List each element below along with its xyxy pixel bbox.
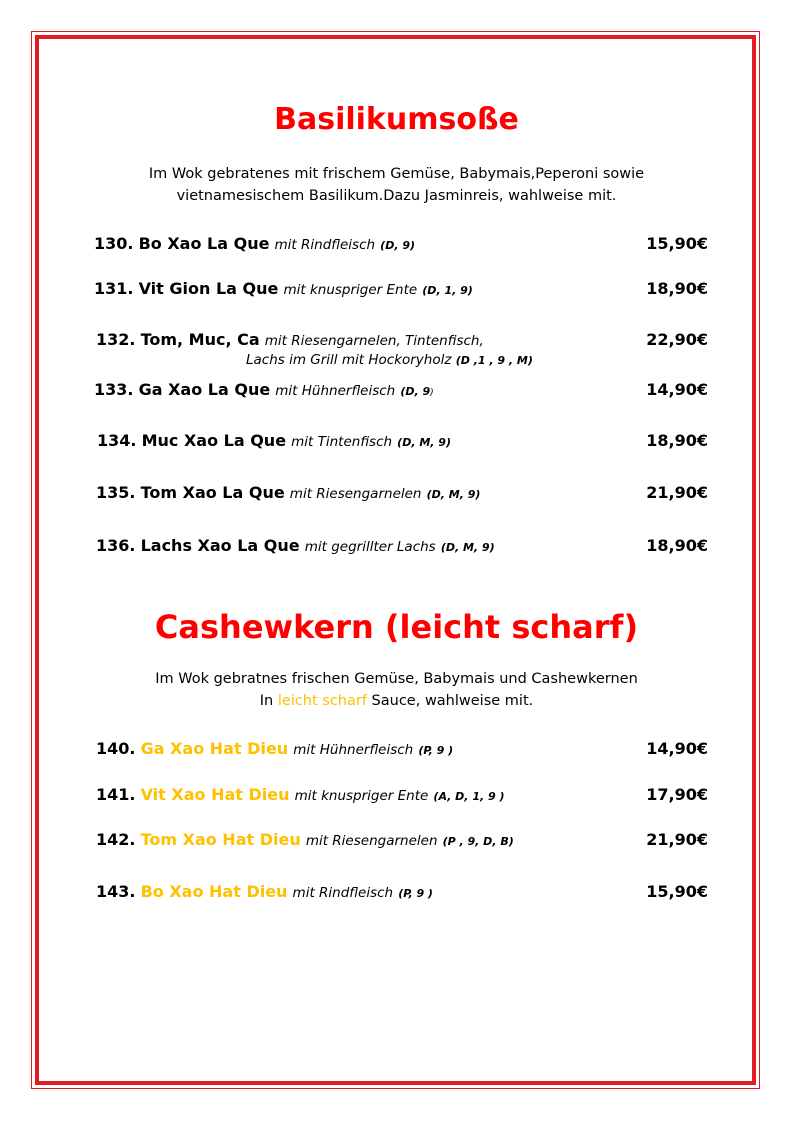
menu-item-134	[0, 430, 793, 456]
item-number: 131.	[94, 279, 134, 298]
item-description: mit Hühnerfleisch	[275, 383, 396, 399]
item-allergens: (P, 9 )	[418, 744, 454, 757]
item-description: mit Tintenfisch	[291, 434, 393, 450]
item-price: 18,90€	[646, 536, 708, 555]
menu-item-140	[0, 738, 793, 764]
section-description-line	[0, 690, 793, 712]
menu-item-143	[0, 881, 793, 907]
section-description-line: Im Wok gebratenes mit frischem Gemüse, Babymais,Peperoni sowie	[148, 166, 645, 182]
item-name: Ga Xao Hat Dieu	[140, 739, 289, 758]
item-name: Vit Gion La Que	[138, 279, 279, 298]
item-allergens: (P , 9, D, B)	[442, 835, 514, 848]
item-description: mit Rindfleisch	[292, 885, 394, 901]
item-allergens: (D, M, 9)	[397, 436, 451, 449]
description-text: Sauce, wahlweise mit.	[366, 693, 534, 709]
item-name: Bo Xao La Que	[138, 234, 270, 253]
section-description-line: Im Wok gebratnes frischen Gemüse, Babymais und Cashewkernen	[155, 671, 638, 687]
item-price: 15,90€	[646, 882, 708, 901]
item-description: mit Riesengarnelen, Tintenfisch,	[264, 333, 484, 349]
description-highlight: leicht scharf	[277, 693, 367, 709]
menu-item-141	[0, 784, 793, 810]
item-description-continuation	[246, 351, 533, 370]
item-allergens-tail: )	[430, 388, 434, 398]
item-allergens: (D, 9	[400, 385, 431, 398]
item-name: Bo Xao Hat Dieu	[140, 882, 288, 901]
item-price: 17,90€	[646, 785, 708, 804]
item-description: mit knuspriger Ente	[283, 282, 418, 298]
item-description: mit Hühnerfleisch	[293, 742, 414, 758]
item-price: 22,90€	[646, 330, 708, 349]
item-number: 140.	[96, 739, 136, 758]
item-number: 132.	[96, 330, 136, 349]
item-name: Tom Xao Hat Dieu	[140, 830, 301, 849]
item-price: 21,90€	[646, 483, 708, 502]
item-name: Tom Xao La Que	[140, 483, 285, 502]
item-allergens: (A, D, 1, 9 )	[433, 790, 505, 803]
item-price: 18,90€	[646, 279, 708, 298]
menu-item-136	[0, 535, 793, 561]
item-number: 142.	[96, 830, 136, 849]
item-price: 14,90€	[646, 739, 708, 758]
item-description: mit Riesengarnelen	[289, 486, 422, 502]
item-allergens: (D, M, 9)	[440, 541, 495, 554]
menu-item-132	[0, 329, 793, 377]
menu-item-142	[0, 829, 793, 855]
menu-item-133	[0, 379, 793, 405]
section-title-cashewkern: Cashewkern (leicht scharf)	[154, 608, 639, 646]
item-name: Tom, Muc, Ca	[140, 330, 260, 349]
item-description: mit knuspriger Ente	[294, 788, 429, 804]
item-number: 135.	[96, 483, 136, 502]
item-price: 18,90€	[646, 431, 708, 450]
item-name: Lachs Xao La Que	[140, 536, 300, 555]
item-number: 134.	[97, 431, 137, 450]
item-number: 133.	[94, 380, 134, 399]
item-price: 21,90€	[646, 830, 708, 849]
description-text: In	[259, 693, 278, 709]
item-allergens: (D, 1, 9)	[422, 284, 473, 297]
item-number: 130.	[94, 234, 134, 253]
item-allergens: (D, 9)	[380, 239, 416, 252]
item-allergens: (P, 9 )	[398, 887, 433, 900]
item-description: mit Riesengarnelen	[305, 833, 438, 849]
item-name: Vit Xao Hat Dieu	[140, 785, 290, 804]
item-allergens: (D, M, 9)	[426, 488, 481, 501]
item-number: 143.	[96, 882, 136, 901]
item-price: 14,90€	[646, 380, 708, 399]
item-description: Lachs im Grill mit Hockoryholz	[246, 352, 452, 368]
item-description: mit Rindfleisch	[274, 237, 376, 253]
menu-item-130	[0, 233, 793, 259]
menu-item-131	[0, 278, 793, 304]
item-name: Muc Xao La Que	[141, 431, 287, 450]
item-description: mit gegrillter Lachs	[304, 539, 436, 555]
item-name: Ga Xao La Que	[138, 380, 271, 399]
section-title-basilikum: Basilikumsoße	[274, 102, 519, 137]
item-allergens: (D ,1 , 9 , M)	[455, 354, 533, 367]
item-number: 141.	[96, 785, 136, 804]
section-description-line: vietnamesischem Basilikum.Dazu Jasminreis, wahlweise mit.	[176, 188, 617, 204]
menu-item-135	[0, 482, 793, 508]
item-number: 136.	[96, 536, 136, 555]
item-price: 15,90€	[646, 234, 708, 253]
